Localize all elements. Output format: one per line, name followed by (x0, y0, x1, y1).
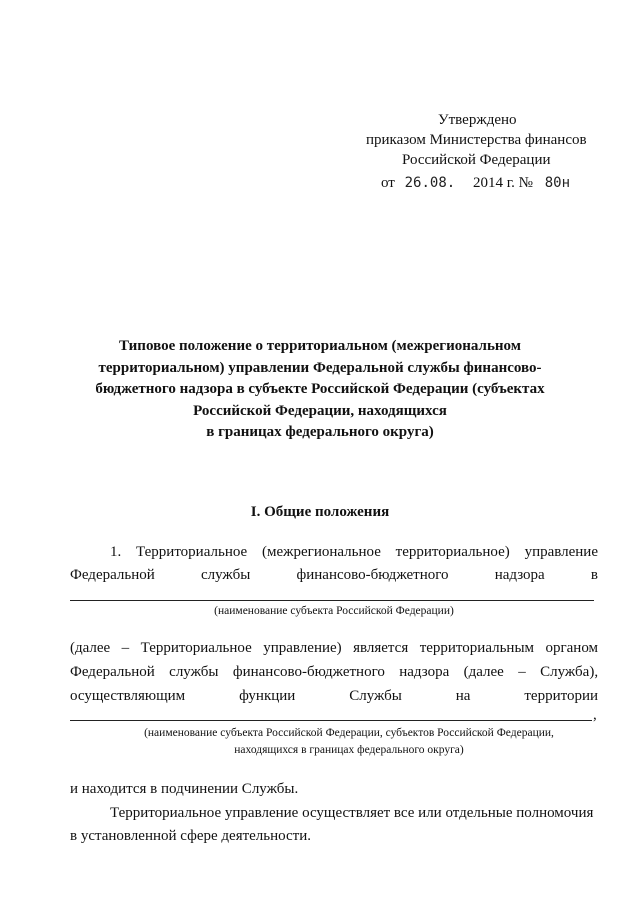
paragraph2-line2: в установленной сфере деятельности. (70, 828, 312, 844)
clause-word: управление (524, 544, 598, 560)
clause-word: территориальным (419, 640, 535, 656)
clause-word: Служба), (540, 664, 599, 680)
clause-word: финансово-бюджетного (296, 567, 449, 583)
clause1-row4 (70, 662, 598, 682)
clause-word: (далее (463, 664, 504, 680)
clause-word: Территориальное (136, 544, 248, 560)
fill-line-comma: , (593, 707, 597, 723)
section-heading: I. Общие положения (250, 504, 390, 520)
clause1-row5 (70, 686, 598, 706)
paragraph2-line1: Территориальное управление осуществляет все или отдельные полномочия (110, 805, 594, 821)
document-title (80, 336, 560, 444)
clause-word: (межрегиональное (262, 544, 381, 560)
approval-date-line (381, 174, 570, 192)
clause-word: – (121, 640, 130, 656)
clause1-row1 (110, 542, 598, 562)
clause1-row3 (70, 638, 598, 658)
clause-word: в (590, 567, 599, 583)
clause-word: Федеральной (70, 664, 155, 680)
approval-year-label: 2014 г. № (472, 175, 533, 191)
clause-word: (далее (70, 640, 111, 656)
approval-country: Российской Федерации (402, 152, 551, 168)
clause-word: Службы (349, 688, 402, 704)
clause-word: на (455, 688, 471, 704)
clause-word: надзора (494, 567, 545, 583)
clause-word: службы (169, 664, 219, 680)
caption-subject: (наименование субъекта Российской Федерации) (214, 605, 454, 617)
clause-word: надзора (399, 664, 450, 680)
clause-word: органом (545, 640, 599, 656)
clause1-row2 (70, 565, 598, 585)
approval-number-stamp: 80н (544, 175, 571, 191)
clause-number: 1. (110, 544, 122, 560)
clause-word: службы (200, 567, 251, 583)
fill-line-subject (70, 600, 594, 601)
caption-region-line1: (наименование субъекта Российской Федерации, субъектов Российской Федерации, (144, 727, 554, 739)
clause-word: Территориальное (140, 640, 252, 656)
fill-line-region (70, 720, 592, 721)
approval-date-stamp: 26.08. (404, 175, 456, 191)
clause-word: является (353, 640, 409, 656)
clause-word: Федеральной (70, 567, 155, 583)
title-line: бюджетного надзора в субъекте Российской Федерации (субъектах (95, 381, 545, 397)
title-line: территориальном) управлении Федеральной службы финансово- (98, 359, 542, 376)
title-line: Российской Федерации, находящихся (193, 402, 447, 419)
title-line: Типовое положение о территориальном (межрегиональном (119, 338, 521, 354)
approval-from-label: от (381, 175, 395, 191)
clause-word: осуществляющим (70, 688, 186, 704)
clause-word: функции (239, 688, 296, 704)
approval-heading: Утверждено (438, 112, 517, 128)
title-line: в границах федерального округа) (206, 424, 434, 440)
clause1-tail: и находится в подчинении Службы. (70, 781, 299, 797)
approval-order: приказом Министерства финансов (366, 132, 587, 148)
clause-word: территории (524, 688, 599, 704)
clause-word: финансово-бюджетного (232, 664, 385, 680)
caption-region-line2: находящихся в границах федерального округа) (234, 744, 464, 756)
clause-word: управление) (263, 640, 342, 656)
clause-word: территориальное) (395, 544, 510, 560)
clause-word: – (518, 664, 526, 680)
